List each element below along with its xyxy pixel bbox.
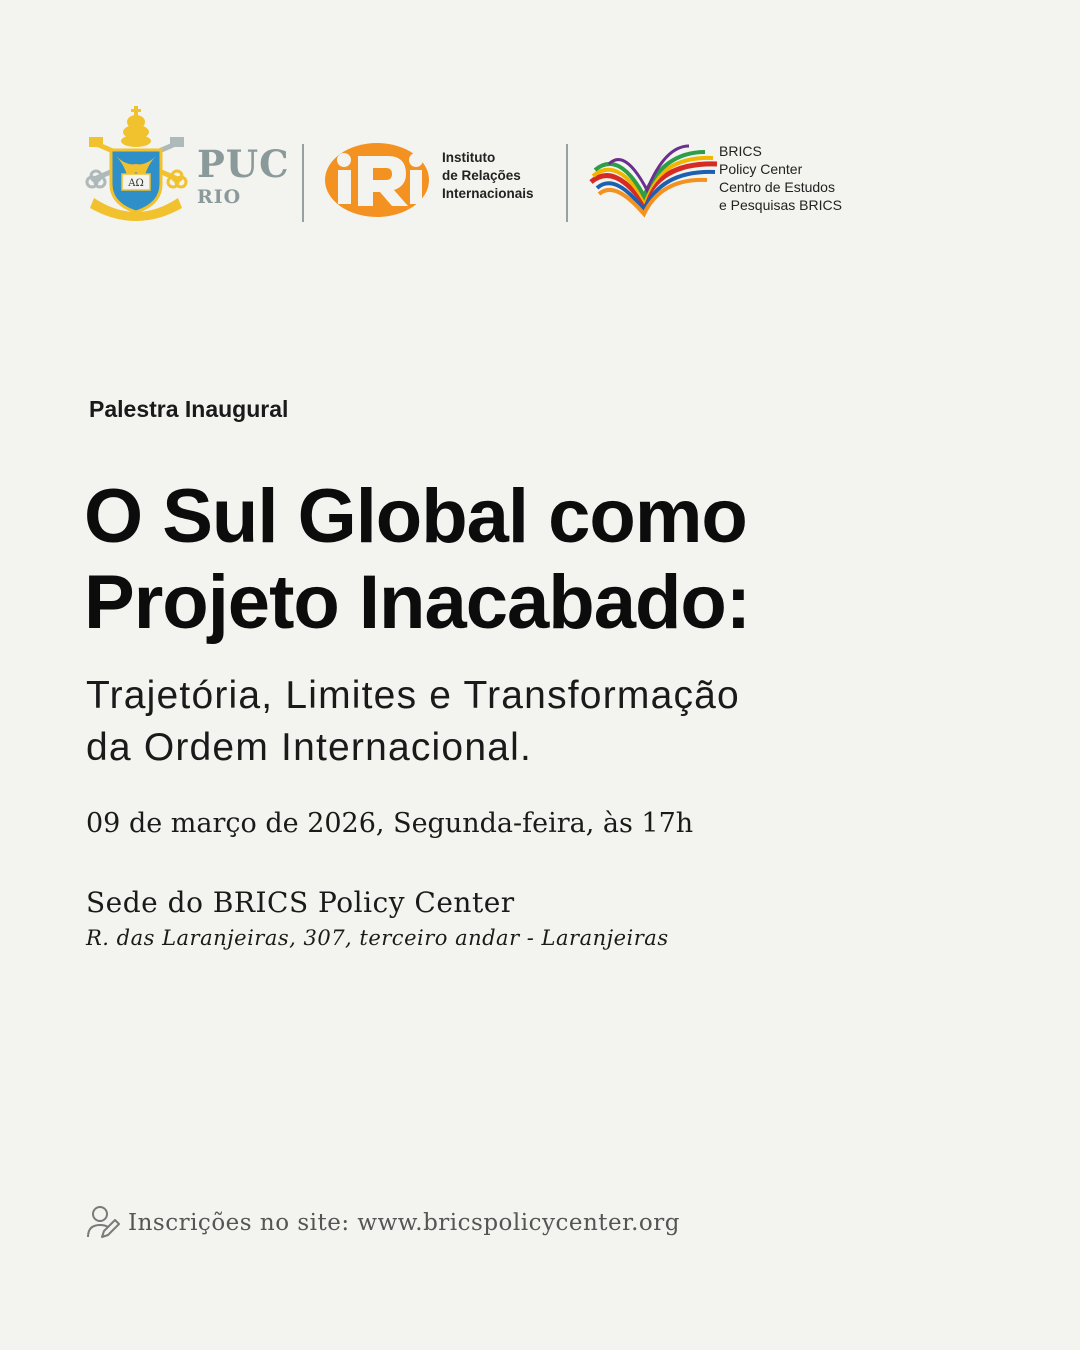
event-subtitle-line: da Ordem Internacional. xyxy=(86,726,532,769)
svg-text:ΑΩ: ΑΩ xyxy=(128,178,144,189)
puc-rio-crest-icon xyxy=(84,104,189,224)
user-edit-icon xyxy=(86,1205,120,1241)
logo-divider xyxy=(302,144,304,222)
logo-divider xyxy=(566,144,568,222)
event-subtitle xyxy=(86,670,740,774)
iri-name: Instituto de Relações Internacionais xyxy=(442,150,534,201)
logo-bar xyxy=(84,104,864,229)
event-date: 09 de março de 2026, Segunda-feira, às 17h xyxy=(86,808,694,839)
brics-name: BRICS Policy Center Centro de Estudos e Pesquisas BRICS xyxy=(719,143,842,213)
puc-name: PUC xyxy=(197,142,290,186)
brics-ribbon-icon xyxy=(589,142,719,218)
event-venue: Sede do BRICS Policy Center xyxy=(86,886,515,919)
event-title-line: Projeto Inacabado: xyxy=(84,560,751,645)
event-subtitle-line: Trajetória, Limites e Transformação xyxy=(86,674,740,717)
puc-city: RIO xyxy=(197,186,242,208)
iri-logo-icon xyxy=(324,142,430,218)
puc-rio-logo xyxy=(84,104,290,224)
event-title xyxy=(84,474,750,646)
signup-text: Inscrições no site: www.bricspolicycenter.org xyxy=(128,1210,680,1236)
event-kicker: Palestra Inaugural xyxy=(89,396,289,422)
signup-info xyxy=(86,1205,680,1241)
event-title-line: O Sul Global como xyxy=(84,474,747,559)
event-address: R. das Laranjeiras, 307, terceiro andar - Laranjeiras xyxy=(86,926,669,950)
